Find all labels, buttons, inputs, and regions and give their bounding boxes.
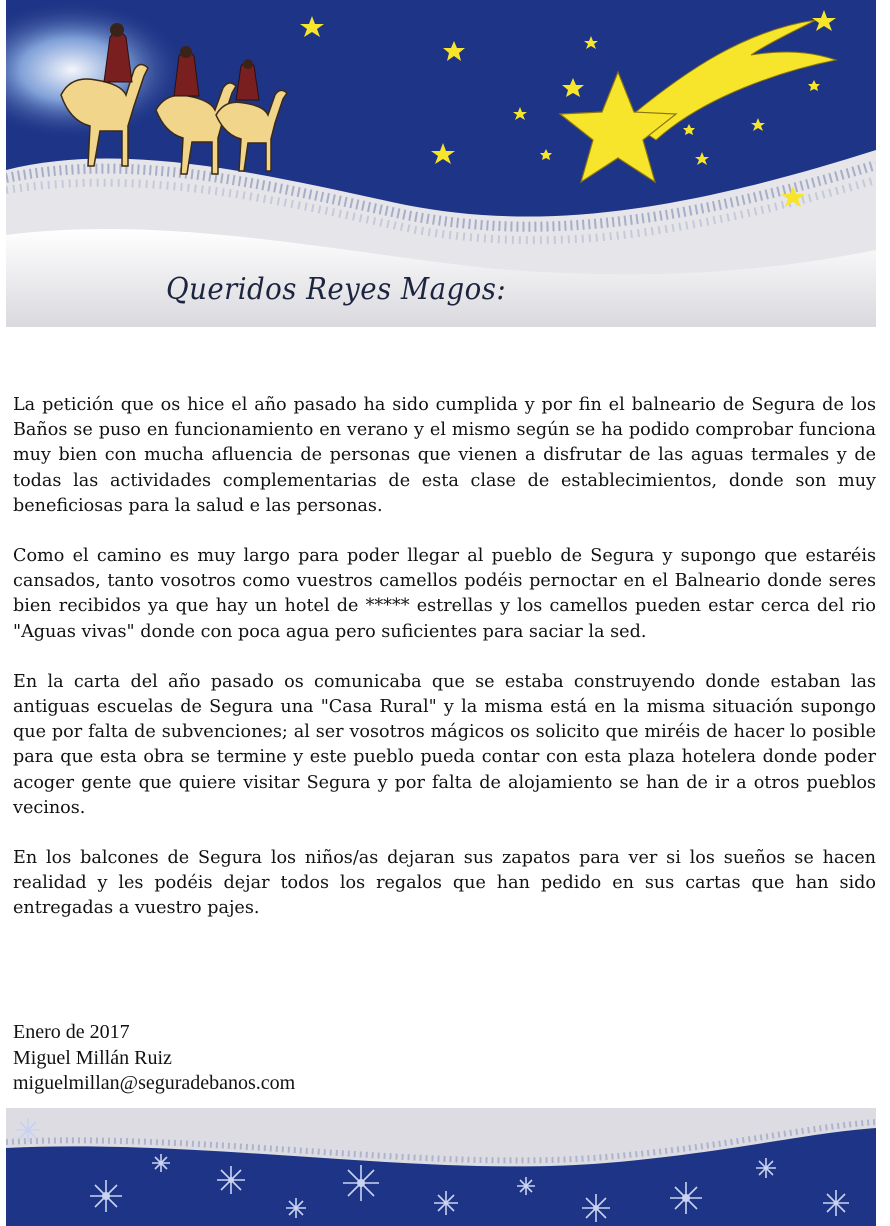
letter-date: Enero de 2017	[13, 1021, 130, 1043]
greeting-heading: Queridos Reyes Magos:	[166, 272, 507, 307]
signature-block	[13, 1020, 295, 1097]
letter-body	[13, 393, 876, 947]
paragraph: En los balcones de Segura los niños/as dejaran sus zapatos para ver si los sueños se hacen realidad y les podéis dejar todos los regalos que han pedido en sus cartas que han sido entregadas a vuestro pajes.	[13, 848, 876, 919]
footer-banner	[6, 1108, 876, 1226]
paragraph: Como el camino es muy largo para poder llegar al pueblo de Segura y supongo que estaréis cansados, tanto vosotros como vuestros camellos podéis pernoctar en el Balneario donde seres bien recibidos ya que hay un hotel de ***** estrellas y los camellos pueden estar cerca del rio "Aguas vivas" donde con poca agua pero suficientes para saciar la sed.	[13, 546, 876, 642]
header-banner	[6, 0, 876, 327]
paragraph: En la carta del año pasado os comunicaba que se estaba construyendo donde estaban las antiguas escuelas de Segura una "Casa Rural" y la misma está en la misma situación supongo que por falta de subvenciones; al ser vosotros mágicos os solicito que miréis de hacer lo posible para que esta obra se termine y este pueblo pueda contar con esta plaza hotelera donde poder acoger gente que quiere visitar Segura y por falta de alojamiento se han de ir a otros pueblos vecinos.	[13, 671, 876, 818]
footer-illustration	[6, 1108, 876, 1226]
paragraph: La petición que os hice el año pasado ha sido cumplida y por fin el balneario de Segura de los Baños se puso en funcionamiento en verano y el mismo según se ha podido comprobar funciona muy bien con mucha afluencia de personas que vienen a disfrutar de las aguas termales y de todas las actividades complementarias de esta clase de establecimientos, donde son muy beneficiosas para la salud e las personas.	[13, 395, 876, 516]
author-email: miguelmillan@seguradebanos.com	[13, 1072, 296, 1094]
author-name: Miguel Millán Ruiz	[13, 1046, 172, 1069]
